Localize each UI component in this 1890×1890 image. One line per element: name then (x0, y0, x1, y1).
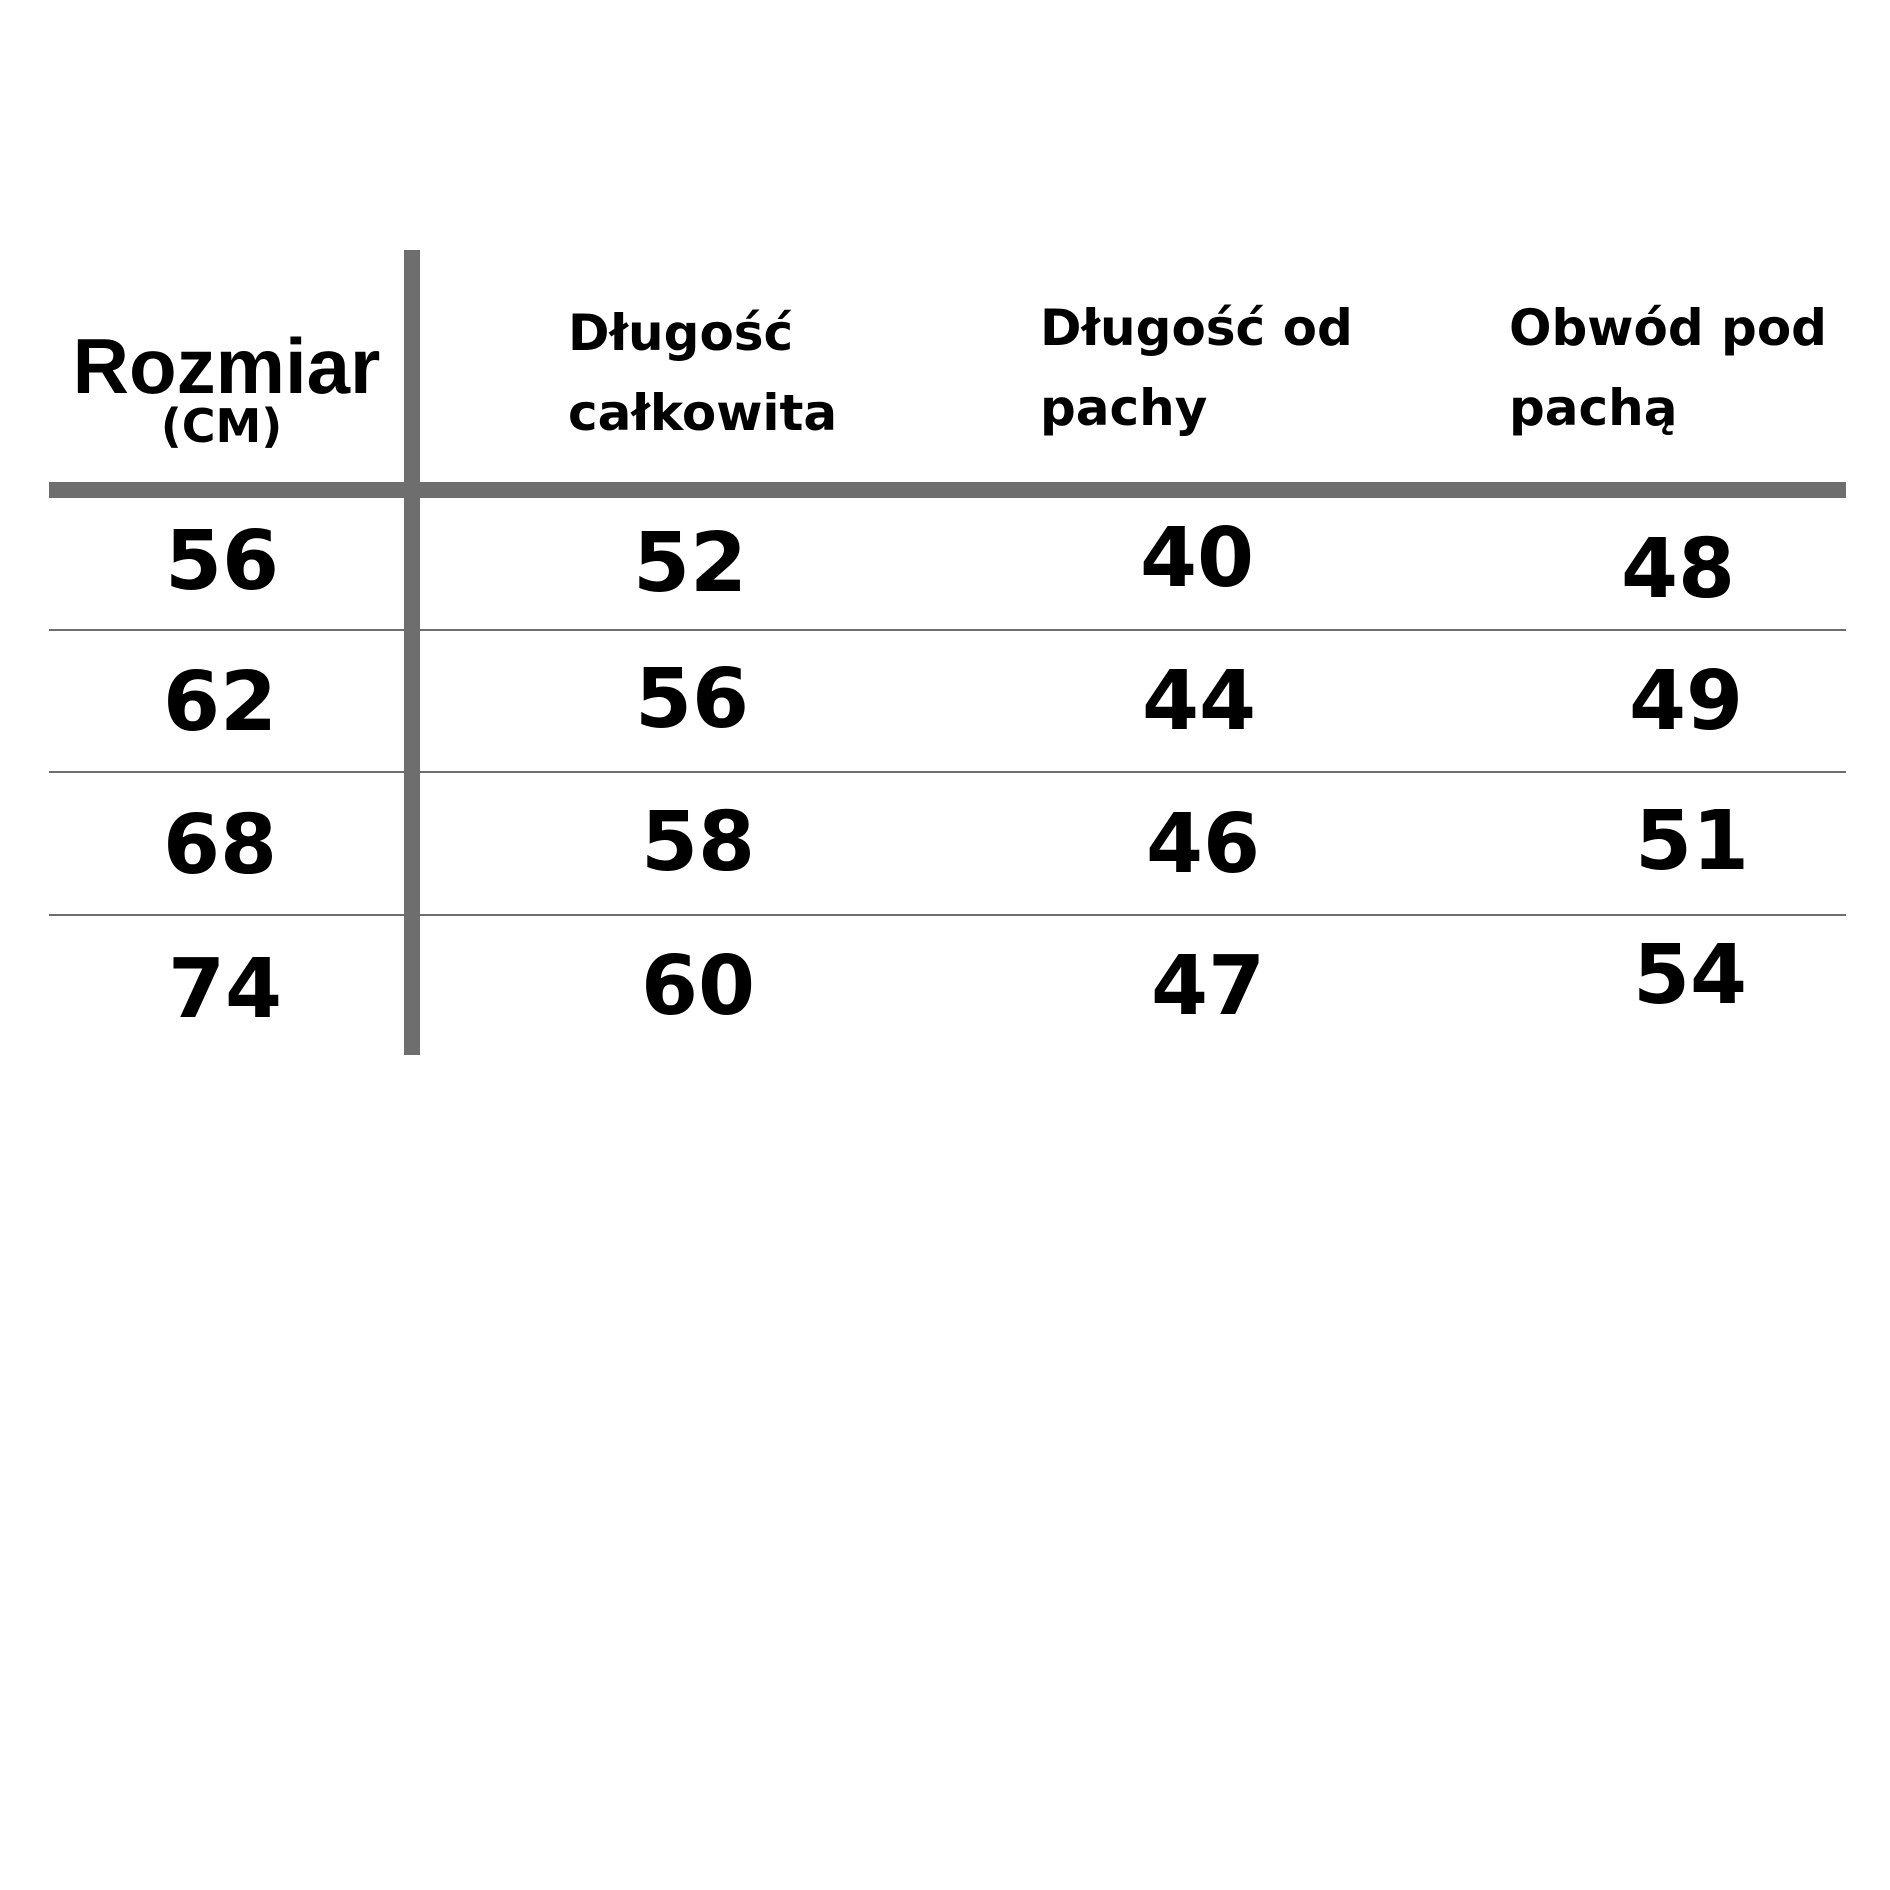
row-divider (49, 629, 1846, 631)
cell-total-length: 52 (632, 516, 748, 611)
header-size-unit: (CM) (160, 399, 283, 453)
header-line: pachą (1509, 379, 1678, 437)
header-line: Długość (568, 304, 794, 362)
cell-chest-circumference: 51 (1634, 794, 1750, 889)
cell-total-length: 60 (640, 939, 756, 1034)
cell-length-from-armpit: 46 (1145, 797, 1261, 892)
cell-size: 68 (162, 798, 278, 893)
cell-chest-circumference: 54 (1632, 928, 1748, 1023)
header-total-length (568, 293, 908, 453)
cell-total-length: 56 (634, 652, 750, 747)
header-size-title: Rozmiar (72, 322, 381, 410)
cell-size: 56 (164, 514, 280, 609)
row-divider (49, 771, 1846, 773)
row-divider (49, 914, 1846, 916)
cell-length-from-armpit: 44 (1141, 654, 1257, 749)
cell-length-from-armpit: 47 (1150, 939, 1266, 1034)
cell-chest-circumference: 49 (1628, 654, 1744, 749)
header-divider (49, 482, 1846, 498)
cell-size: 74 (167, 942, 283, 1037)
cell-chest-circumference: 48 (1620, 522, 1736, 617)
header-chest-circumference (1509, 288, 1849, 448)
cell-size: 62 (162, 655, 278, 750)
header-length-from-armpit (1040, 288, 1380, 448)
header-size (49, 322, 404, 453)
header-line: Obwód pod (1509, 299, 1827, 357)
header-line: całkowita (568, 384, 838, 442)
column-divider (404, 250, 420, 1055)
cell-length-from-armpit: 40 (1139, 511, 1255, 606)
cell-total-length: 58 (640, 795, 756, 890)
header-line: pachy (1040, 379, 1208, 437)
header-line: Długość od (1040, 299, 1353, 357)
